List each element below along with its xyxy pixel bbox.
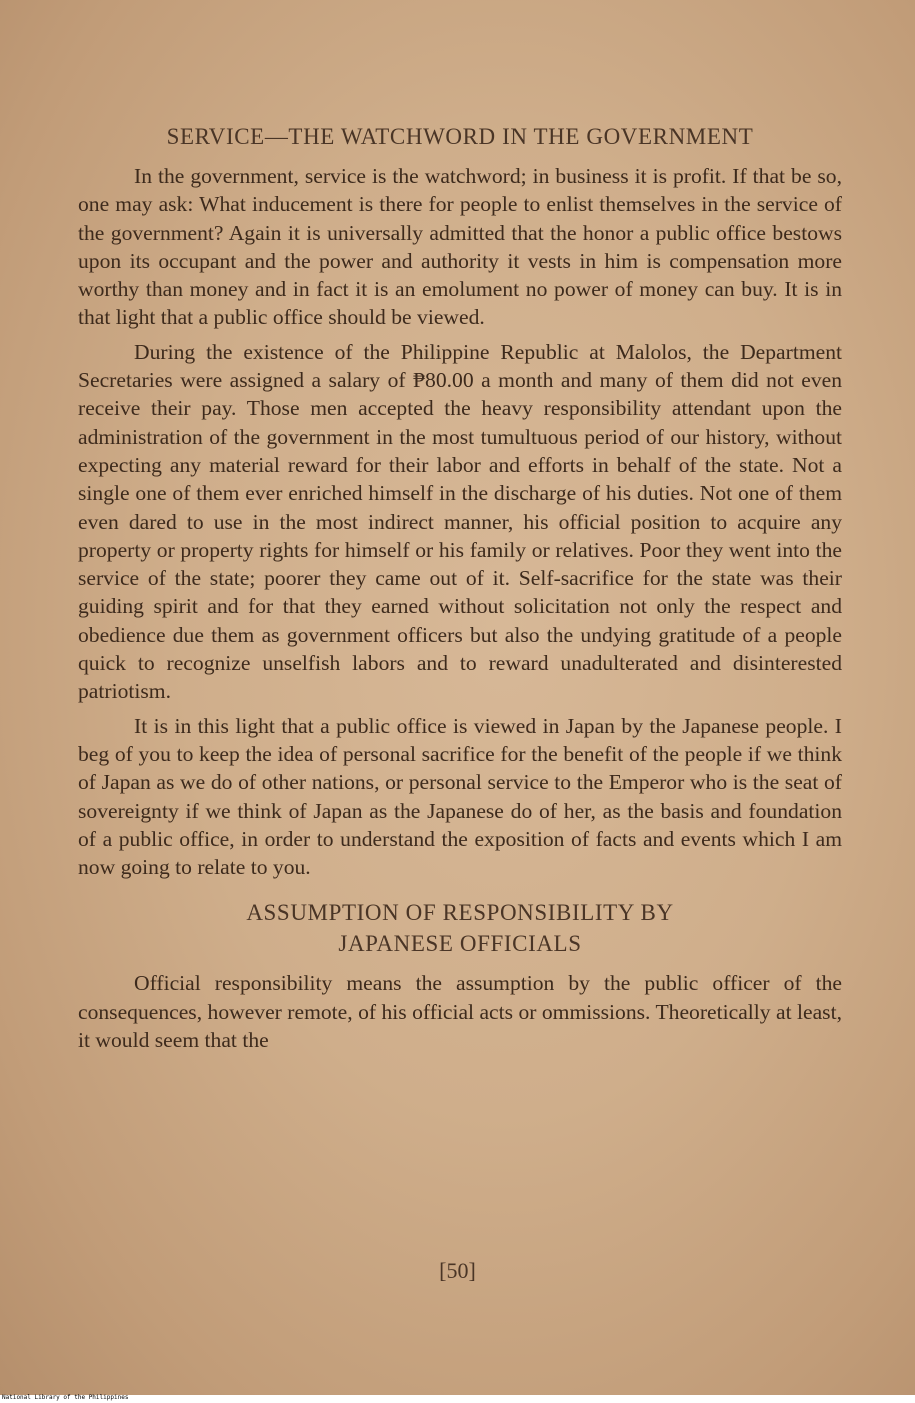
footer-strip: [0, 1395, 915, 1403]
section-heading-service: SERVICE—THE WATCHWORD IN THE GOVERNMENT: [166, 124, 754, 149]
page-content: [78, 120, 842, 1060]
paragraph: In the government, service is the watchword; in business it is profit. If that be so, one may ask: What inducement is there for people to enlist themselves in the service of the government? Again it is universally admitted that the honor a public office bestows upon its occupant and the power and authority it vests in him is compensation more worthy than money and in fact it is an emolument no power of money can buy. It is in that light that a public office should be viewed.: [78, 164, 842, 330]
page-number: [50]: [439, 1258, 476, 1283]
paragraph: It is in this light that a public office is viewed in Japan by the Japanese people. I beg of you to keep the idea of personal sacrifice for the benefit of the people if we think of Japan as we do of other nations, or personal service to the Emperor who is the seat of sovereignty if we think of Japan as the Japanese do of her, as the basis and foundation of a public office, in order to understand the exposition of facts and events which I am now going to relate to you.: [78, 713, 842, 880]
heading-line-2: JAPANESE OFFICIALS: [338, 931, 582, 957]
library-credit: National Library of the Philippines: [2, 1394, 129, 1401]
paragraph: Official responsibility means the assumption by the public officer of the consequences, however remote, of his official acts or ommissions. Theoretically at least, it would seem that the: [78, 971, 842, 1053]
heading-line-1: ASSUMPTION OF RESPONSIBILITY BY: [246, 900, 674, 926]
section-heading-responsibility: [78, 897, 842, 959]
paragraph: During the existence of the Philippine Republic at Malolos, the Department Secretaries were assigned a salary of ₱80.00 a month and many of them did not even receive their pay. Those men accepted the heavy responsibility attendant upon the administration of the government in the most tumultuous period of our history, without expecting any material reward for their labor and efforts in behalf of the state. Not a single one of them ever enriched himself in the discharge of his duties. Not one of them even dared to use in the most indirect manner, his official position to acquire any property or property rights for himself or his family or relatives. Poor they went into the service of the state; poorer they came out of it. Self-sacrifice for the state was their guiding spirit and for that they earned without solicitation not only the respect and obedience due them as government officers but also the undying gratitude of a people quick to recognize unselfish labors and to reward unadulterated and disinterested patriotism.: [78, 339, 842, 704]
